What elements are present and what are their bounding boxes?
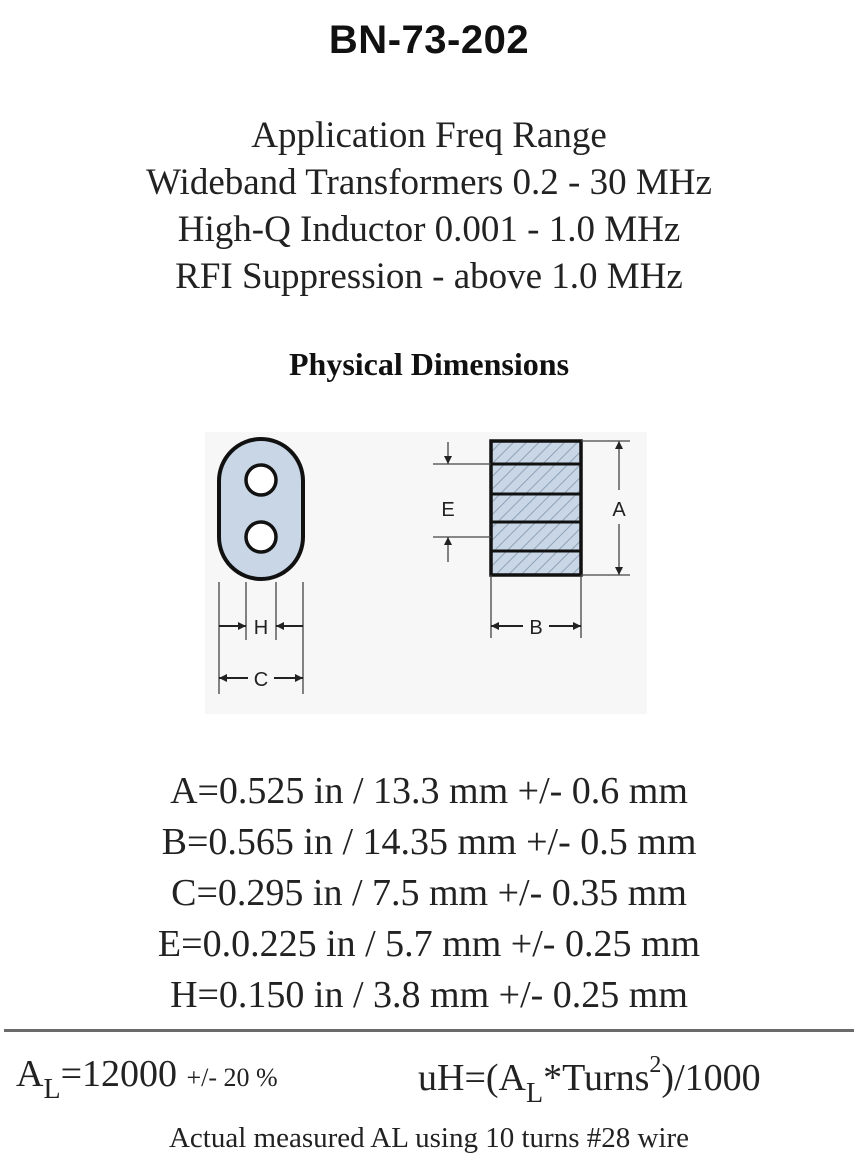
inductance-formula	[0, 1052, 858, 1112]
uh-subscript: L	[525, 1078, 544, 1109]
al-value	[16, 1052, 278, 1106]
dimension-label-e: E	[441, 499, 455, 521]
core-hole-bottom	[246, 522, 276, 552]
application-line: High-Q Inductor 0.001 - 1.0 MHz	[177, 209, 681, 250]
al-tolerance: +/- 20 %	[186, 1063, 278, 1092]
dimension-b-value: B=0.565 in / 14.35 mm +/- 0.5 mm	[161, 821, 697, 863]
core-side-view	[491, 441, 581, 575]
physical-dimensions-heading: Physical Dimensions	[288, 346, 570, 382]
dimension-label-b: B	[529, 617, 543, 639]
dimension-a-value: A=0.525 in / 13.3 mm +/- 0.6 mm	[170, 770, 688, 812]
dimension-c-value: C=0.295 in / 7.5 mm +/- 0.35 mm	[171, 872, 687, 914]
dimension-e-value: E=0.0.225 in / 5.7 mm +/- 0.25 mm	[157, 923, 701, 965]
application-line: RFI Suppression - above 1.0 MHz	[175, 256, 683, 297]
application-freq-block	[0, 112, 858, 300]
uh-prefix: uH=(A	[418, 1057, 526, 1099]
dimension-h-value: H=0.150 in / 3.8 mm +/- 0.25 mm	[170, 974, 688, 1016]
uh-exponent: 2	[649, 1052, 662, 1078]
measurement-note: Actual measured AL using 10 turns #28 wire	[168, 1122, 690, 1154]
uh-suffix: )/1000	[661, 1057, 761, 1099]
al-number: =12000	[60, 1053, 187, 1095]
dimension-label-a: A	[612, 499, 626, 521]
divider	[4, 1029, 854, 1032]
al-symbol: A	[16, 1053, 44, 1095]
core-hole-top	[246, 465, 276, 495]
dimension-label-c: C	[253, 669, 269, 691]
core-end-view	[219, 439, 303, 579]
dimension-values	[0, 766, 858, 1021]
uh-turns: *Turns	[543, 1057, 650, 1099]
al-subscript: L	[43, 1074, 61, 1105]
application-line: Application Freq Range	[251, 115, 607, 156]
application-line: Wideband Transformers 0.2 - 30 MHz	[146, 162, 712, 203]
part-number-title: BN-73-202	[328, 18, 530, 62]
uh-formula	[418, 1052, 761, 1110]
dimension-label-h: H	[253, 617, 269, 639]
core-dimension-diagram	[205, 432, 647, 714]
